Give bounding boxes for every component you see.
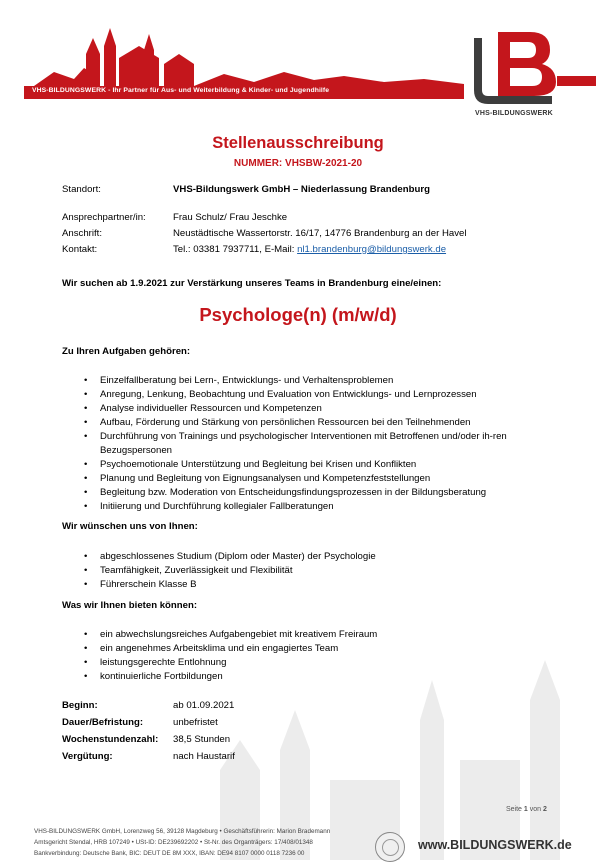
job-facts [62, 697, 235, 765]
fact-row [62, 697, 235, 714]
footer-legal [34, 826, 330, 859]
list-item: • Analyse individueller Ressourcen und Kompetenzen [84, 402, 554, 416]
certification-seal-icon [375, 832, 405, 862]
intro-text: Wir suchen ab 1.9.2021 zur Verstärkung unseres Teams in Brandenburg eine/einen: [62, 278, 442, 289]
email-link[interactable]: nl1.brandenburg@bildungswerk.de [297, 244, 447, 255]
list-item: • Durchführung von Trainings und psychologischer Interventionen mit Betroffenen und/oder ih-ren Bezugspersonen [84, 430, 554, 458]
page-prefix: Seite [506, 806, 524, 813]
job-title: Psychologe(n) (m/w/d) [199, 304, 397, 325]
list-item: • abgeschlossenes Studium (Diplom oder Master) der Psychologie [84, 550, 554, 564]
fact-row [62, 731, 235, 748]
list-item: • Begleitung bzw. Moderation von Entscheidungsfindungsprozessen in der Bildungsberatung [84, 486, 554, 500]
fact-value: nach Haustarif [173, 751, 235, 762]
tasks-list [84, 374, 554, 514]
ansprech-value: Frau Schulz/ Frau Jeschke [173, 212, 288, 223]
list-item: • leistungsgerechte Entlohnung [84, 656, 554, 670]
fact-label: Beginn: [62, 700, 98, 711]
kontakt-prefix: Tel.: 03381 7937711, E-Mail: [173, 244, 298, 255]
standort-label: Standort: [62, 184, 101, 195]
fact-value: unbefristet [173, 717, 218, 728]
list-item: • Aufbau, Förderung und Stärkung von persönlichen Ressourcen bei den Teilnehmenden [84, 416, 554, 430]
tasks-heading: Zu Ihren Aufgaben gehören: [62, 346, 191, 357]
list-item: • ein abwechslungsreiches Aufgabengebiet mit kreativem Freiraum [84, 628, 554, 642]
info-anschrift [62, 228, 467, 239]
vhs-logo-icon [468, 26, 576, 122]
fact-label: Wochenstundenzahl: [62, 734, 159, 745]
fact-value: 38,5 Stunden [173, 734, 231, 745]
document-title: Stellenausschreibung [212, 134, 384, 152]
fact-row [62, 748, 235, 765]
header-tagline: VHS-BILDUNGSWERK - Ihr Partner für Aus- und Weiterbildung & Kinder- und Jugendhilfe [32, 87, 330, 94]
ansprech-label: Ansprechpartner/in: [62, 212, 146, 223]
list-item: • Anregung, Lenkung, Beobachtung und Evaluation von Entwicklungs- und Lernprozessen [84, 388, 554, 402]
list-item: • Planung und Begleitung von Eignungsanalysen und Kompetenzfeststellungen [84, 472, 554, 486]
kontakt-label: Kontakt: [62, 244, 98, 255]
page-middle: von [527, 806, 543, 813]
logo-wordmark: VHS-BILDUNGSWERK [475, 110, 553, 117]
anschrift-label: Anschrift: [62, 228, 102, 239]
list-item: • Teamfähigkeit, Zuverlässigkeit und Flexibilität [84, 564, 554, 578]
document-number: NUMMER: VHSBW-2021-20 [233, 158, 363, 169]
list-item: • Psychoemotionale Unterstützung und Begleitung bei Krisen und Konflikten [84, 458, 554, 472]
footer-line: Amtsgericht Stendal, HRB 107249 • USt-ID: DE239692202 • St-Nr. des Organträgers: 17/408/01348 [34, 839, 313, 846]
footer-line: Bankverbindung: Deutsche Bank, BIC: DEUT DE 8M XXX, IBAN: DE94 8107 0000 0118 7236 00 [34, 850, 305, 857]
page-number [506, 806, 547, 813]
info-standort [62, 184, 430, 195]
fact-row [62, 714, 235, 731]
list-item: • Einzelfallberatung bei Lern-, Entwicklungs- und Verhaltensproblemen [84, 374, 554, 388]
list-item: • Führerschein Klasse B [84, 578, 554, 592]
fact-label: Dauer/Befristung: [62, 717, 144, 728]
requirements-list [84, 550, 554, 592]
logo-accent-bar [557, 76, 596, 86]
fact-value: ab 01.09.2021 [173, 700, 235, 711]
city-skyline-graphic [24, 24, 464, 94]
list-item: • ein angenehmes Arbeitsklima und ein engagiertes Team [84, 642, 554, 656]
list-item: • kontinuierliche Fortbildungen [84, 670, 554, 684]
info-ansprechpartner [62, 212, 287, 223]
requirements-heading: Wir wünschen uns von Ihnen: [62, 521, 198, 532]
header-tagline-bar [24, 86, 464, 99]
anschrift-value: Neustädtische Wassertorstr. 16/17, 14776 Brandenburg an der Havel [173, 228, 467, 239]
footer-line: VHS-BILDUNGSWERK GmbH, Lorenzweg 56, 39128 Magdeburg • Geschäftsführerin: Marion Brademann [34, 828, 331, 835]
footer-website[interactable]: www.BILDUNGSWERK.de [418, 838, 572, 852]
standort-value: VHS-Bildungswerk GmbH – Niederlassung Brandenburg [173, 184, 430, 195]
page-total: 2 [543, 806, 547, 813]
page-current: 1 [523, 806, 528, 813]
list-item: • Initiierung und Durchführung kollegialer Fallberatungen [84, 500, 554, 514]
info-kontakt [62, 244, 446, 255]
offers-heading: Was wir Ihnen bieten können: [62, 600, 198, 611]
fact-label: Vergütung: [62, 751, 113, 762]
